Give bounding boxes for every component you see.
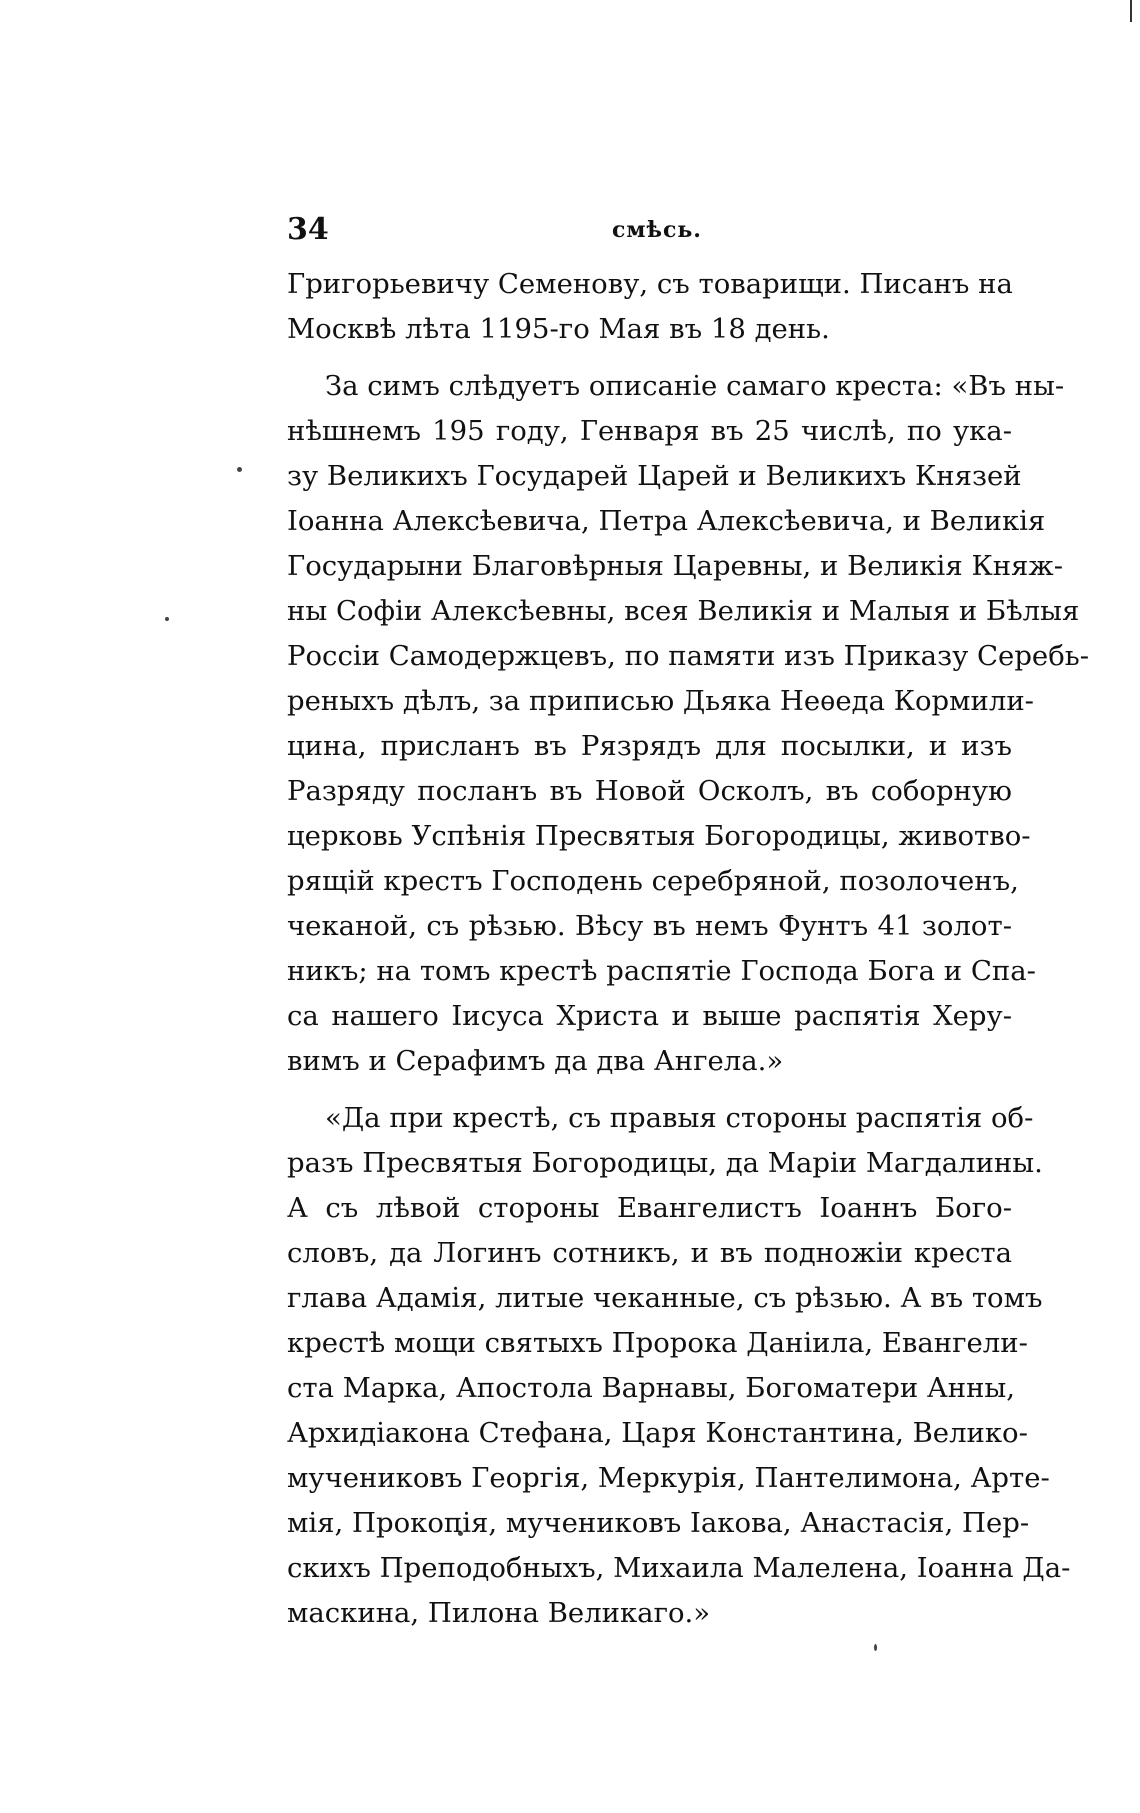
text-line: са нашего Іисуса Христа и выше распятія Херу- (287, 1000, 1012, 1032)
page-edge-mark (1130, 0, 1132, 22)
text-line: Григорьевичу Семенову, съ товарищи. Писанъ на (287, 268, 1013, 300)
paragraph (287, 1096, 1071, 1636)
text-line: ны Софіи Алексѣевны, всея Великія и Малыя и Бѣлыя (287, 595, 1080, 627)
scan-speck (165, 617, 169, 621)
scan-speck (874, 1644, 877, 1651)
text-line: А съ лѣвой стороны Евангелистъ Іоаннъ Бого- (287, 1192, 1012, 1224)
page-number: 34 (287, 212, 329, 247)
text-line: маскина, Пилона Великаго.» (287, 1597, 711, 1629)
text-line: церковь Успѣнія Пресвятыя Богородицы, животво- (287, 820, 1031, 852)
text-line: разъ Пресвятыя Богородицы, да Маріи Магдалины. (287, 1147, 1043, 1179)
text-line: чеканой, съ рѣзью. Вѣсу въ немъ Фунтъ 41 золот- (287, 910, 1012, 942)
text-line: Разряду посланъ въ Новой Осколъ, въ соборную (287, 775, 1012, 807)
text-line: никъ; на томъ крестѣ распятіе Господа Бога и Спа- (287, 955, 1036, 987)
paragraph (287, 262, 1012, 352)
text-line: Москвѣ лѣта 1195-го Мая въ 18 день. (287, 313, 830, 345)
text-line: Россіи Самодержцевъ, по памяти изъ Приказу Серебь- (287, 640, 1090, 672)
body-text (287, 262, 1090, 1636)
text-line: мучениковъ Георгія, Меркурія, Пантелимона, Арте- (287, 1462, 1050, 1494)
text-line: мія, Прокопія, мучениковъ Іакова, Анастасія, Пер- (287, 1507, 1030, 1539)
text-line: Архидіакона Стефана, Царя Константина, Велико- (287, 1417, 1028, 1449)
text-line: Государыни Благовѣрныя Царевны, и Великія Княж- (287, 550, 1063, 582)
text-line: За симъ слѣдуетъ описаніе самаго креста: «Въ ны- (325, 370, 1065, 402)
text-line: нѣшнемъ 195 году, Генваря въ 25 числѣ, по ука- (287, 415, 1012, 447)
text-line: вимъ и Серафимъ да два Ангела.» (287, 1045, 784, 1077)
text-line: Іоанна Алексѣевича, Петра Алексѣевича, и Великія (287, 505, 1046, 537)
text-line: зу Великихъ Государей Царей и Великихъ Князей (287, 460, 1022, 492)
page-header (287, 212, 1012, 252)
text-line: ста Марка, Апостола Варнавы, Богоматери Анны, (287, 1372, 1016, 1404)
text-line: цина, присланъ въ Рязрядъ для посылки, и изъ (287, 730, 1012, 762)
text-line: рящій крестъ Господень серебряной, позолоченъ, (287, 865, 1019, 897)
text-line: скихъ Преподобныхъ, Михаила Малелена, Іоанна Да- (287, 1552, 1071, 1584)
paragraph (287, 364, 1090, 1084)
text-line: крестѣ мощи святыхъ Пророка Даніила, Евангели- (287, 1327, 1028, 1359)
text-line: реныхъ дѣлъ, за приписью Дьяка Неѳеда Кормили- (287, 685, 1034, 717)
text-line: «Да при крестѣ, съ правыя стороны распятія об- (325, 1102, 1034, 1134)
text-line: словъ, да Логинъ сотникъ, и въ подножіи креста (287, 1237, 1012, 1269)
scan-speck (237, 467, 242, 472)
text-line: глава Адамія, литые чеканные, съ рѣзью. А въ томъ (287, 1282, 1043, 1314)
running-head: смѣсь. (612, 217, 702, 243)
